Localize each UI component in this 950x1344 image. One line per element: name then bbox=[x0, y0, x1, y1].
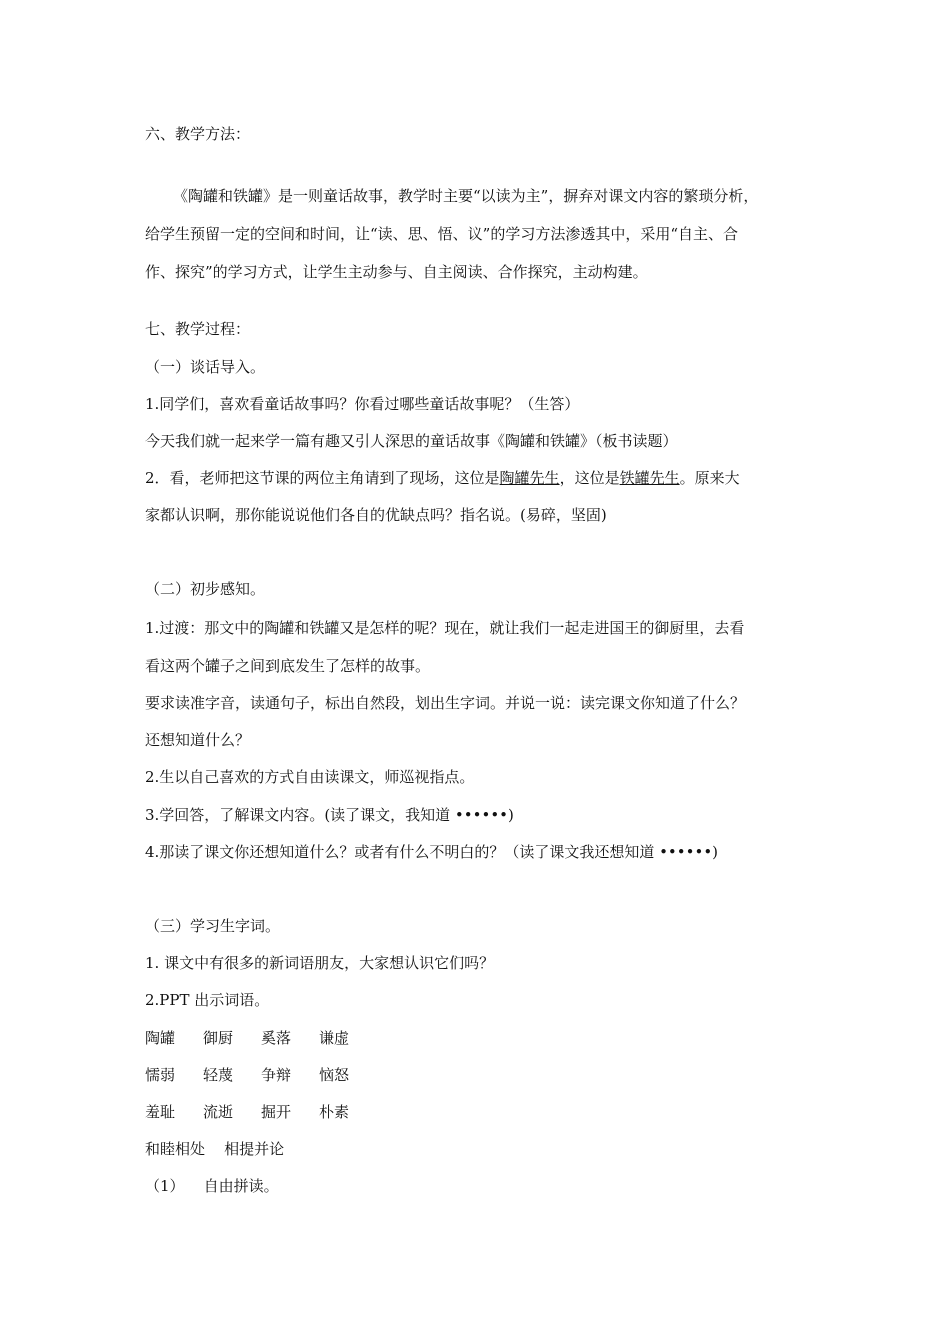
underlined-term: 铁罐先生 bbox=[619, 469, 680, 487]
text-run: ，这位是 bbox=[559, 469, 620, 487]
text-run: 。原来大 bbox=[679, 469, 740, 487]
list-item: 2.生以自己喜欢的方式自由读课文，师巡视指点。 bbox=[145, 768, 475, 786]
subsection-title: （三）学习生字词。 bbox=[145, 917, 281, 935]
vocab-word: 流逝 bbox=[203, 1103, 234, 1121]
vocab-word: 掘开 bbox=[261, 1103, 292, 1121]
section-heading: 六、教学方法： bbox=[145, 125, 251, 143]
vocab-word: 朴素 bbox=[319, 1103, 350, 1121]
section-heading: 七、教学过程： bbox=[145, 320, 251, 338]
list-item bbox=[145, 468, 815, 488]
word-row bbox=[145, 1102, 815, 1122]
vocab-word: 奚落 bbox=[261, 1029, 292, 1047]
underlined-term: 陶罐先生 bbox=[499, 469, 560, 487]
paragraph-line: 作、探究”的学习方式，让学生主动参与、自主阅读、合作探究，主动构建。 bbox=[145, 263, 648, 281]
paragraph-line: 《陶罐和铁罐》是一则童话故事，教学时主要“以读为主”，摒弃对课文内容的繁琐分析， bbox=[173, 187, 759, 205]
vocab-word: 羞耻 bbox=[145, 1103, 176, 1121]
list-item: 1.过渡：那文中的陶罐和铁罐又是怎样的呢？现在，就让我们一起走进国王的御厨里，去看 bbox=[145, 619, 745, 637]
paragraph-line: 今天我们就一起来学一篇有趣又引人深思的童话故事《陶罐和铁罐》（板书读题） bbox=[145, 432, 678, 450]
vocab-word: 争辩 bbox=[261, 1066, 292, 1084]
list-item: 1. 课文中有很多的新词语朋友，大家想认识它们吗？ bbox=[145, 954, 495, 972]
vocab-word: 陶罐 bbox=[145, 1029, 176, 1047]
word-row bbox=[145, 1065, 815, 1085]
list-item: 1.同学们，喜欢看童话故事吗？你看过哪些童话故事呢？（生答） bbox=[145, 395, 580, 413]
subsection-title: （一）谈话导入。 bbox=[145, 358, 266, 376]
list-item: （1） 自由拼读。 bbox=[145, 1177, 279, 1195]
list-item: 3.学回答，了解课文内容。(读了课文，我知道 ••••••) bbox=[145, 806, 514, 824]
word-row bbox=[145, 1028, 815, 1048]
paragraph-line: 要求读准字音，读通句子，标出自然段，划出生字词。并说一说：读完课文你知道了什么？ bbox=[145, 694, 746, 712]
vocab-word: 懦弱 bbox=[145, 1066, 176, 1084]
list-item: 4.那读了课文你还想知道什么？或者有什么不明白的？（读了课文我还想知道 ••••••) bbox=[145, 843, 719, 861]
vocab-word: 谦虚 bbox=[319, 1029, 350, 1047]
vocab-word: 恼怒 bbox=[319, 1066, 350, 1084]
text-run: 2．看，老师把这节课的两位主角请到了现场，这位是 bbox=[145, 469, 500, 487]
vocab-word: 轻蔑 bbox=[203, 1066, 234, 1084]
word-row: 和睦相处 相提并论 bbox=[145, 1140, 285, 1158]
subsection-title: （二）初步感知。 bbox=[145, 580, 266, 598]
paragraph-line: 还想知道什么？ bbox=[145, 731, 251, 749]
paragraph-line: 给学生预留一定的空间和时间，让“读、思、悟、议”的学习方法渗透其中，采用“自主、合 bbox=[145, 225, 739, 243]
vocab-word: 御厨 bbox=[203, 1029, 234, 1047]
paragraph-line: 家都认识啊，那你能说说他们各自的优缺点吗？指名说。(易碎，坚固) bbox=[145, 506, 607, 524]
list-item: 2.PPT 出示词语。 bbox=[145, 991, 270, 1009]
paragraph-line: 看这两个罐子之间到底发生了怎样的故事。 bbox=[145, 657, 431, 675]
